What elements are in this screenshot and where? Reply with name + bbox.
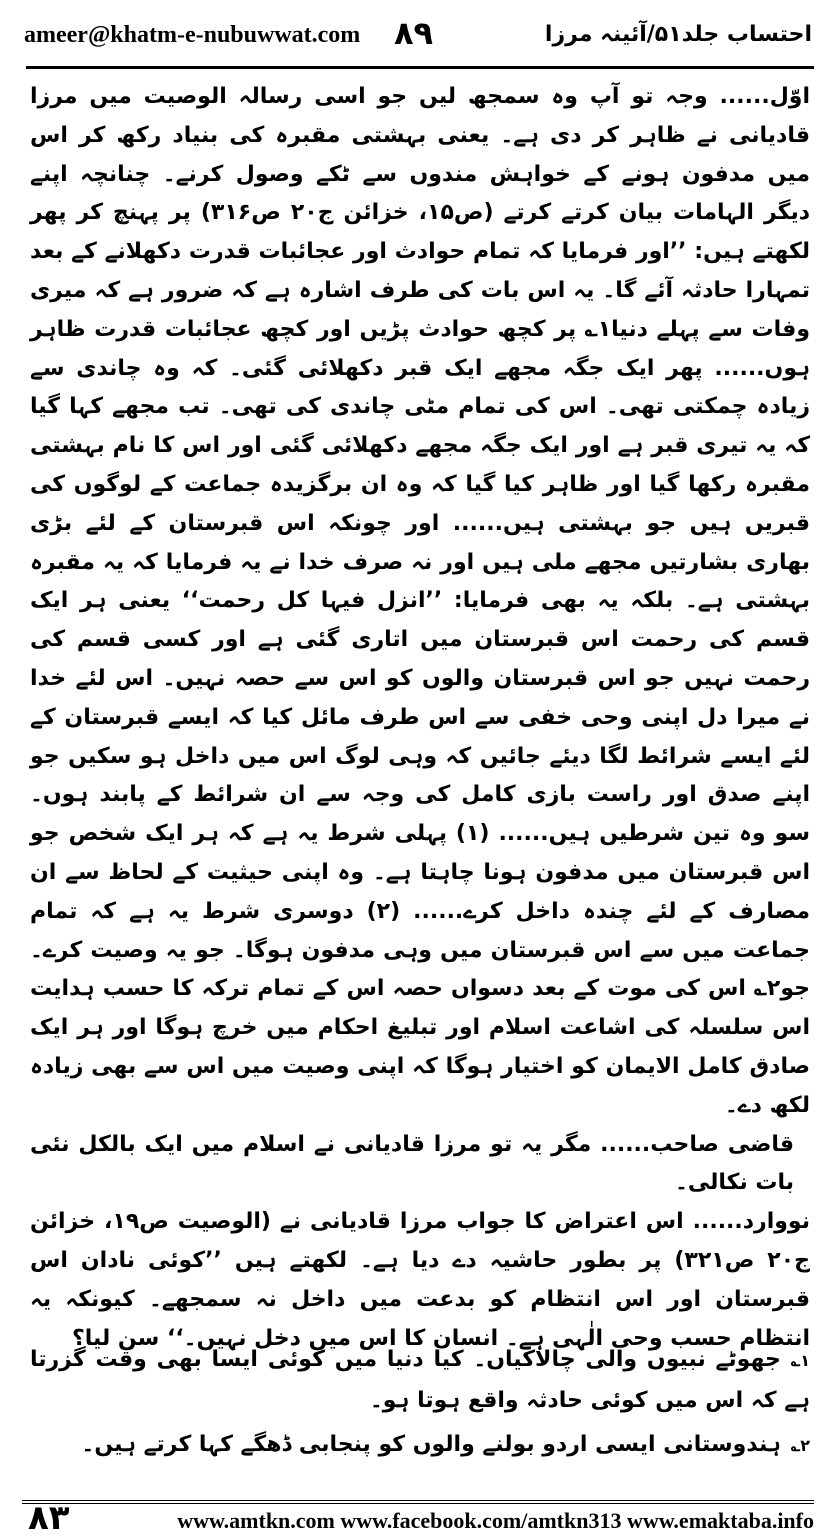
footnote-marker: ۲؎ [790,1436,810,1455]
paragraph: اوّل...... وجہ تو آپ وہ سمجھ لیں جو اسی رسالہ الوصیت میں مرزا قادیانی نے ظاہر کر دی ہے۔ یعنی بہشتی مقبرہ کی بنیاد رکھ کر اس میں مدفون ہونے کے خواہش مندوں سے ٹکے وصول کرنے۔ چنانچہ اپنے دیگر الہامات بیان کرتے کرتے (ص۱۵، خزائن ج۲۰ ص۳۱۶) پر پہنچ کر پھر لکھتے ہیں: ’’اور فرمایا کہ تمام حوادث اور عجائبات قدرت دکھلانے کے بعد تمہارا حادثہ آئے گا۔ یہ اس بات کی طرف اشارہ ہے کہ ضرور ہے کہ میری وفات سے پہلے دنیا۱؎ پر کچھ حوادث پڑیں اور کچھ عجائبات قدرت ظاہر ہوں...... پھر ایک جگہ مجھے ایک قبر دکھلائی گئی۔ کہ وہ چاندی سے زیادہ چمکتی تھی۔ اس کی تمام مٹی چاندی کی تھی۔ تب مجھے کہا گیا کہ یہ تیری قبر ہے اور ایک جگہ مجھے دکھلائی گئی اور اس کا نام بہشتی مقبرہ رکھا گیا اور ظاہر کیا گیا کہ وہ ان برگزیدہ جماعت کے لوگوں کی قبریں ہیں جو بہشتی ہیں...... اور چونکہ اس قبرستان کے لئے بڑی بھاری بشارتیں مجھے ملی ہیں اور نہ صرف خدا نے یہ فرمایا کہ یہ مقبرہ بہشتی ہے۔ بلکہ یہ بھی فرمایا: ’’انزل فیہا کل رحمت‘‘ یعنی ہر ایک قسم کی رحمت اس قبرستان میں اتاری گئی ہے اور کسی قسم کی رحمت نہیں جو اس قبرستان والوں کو اس سے حصہ نہیں۔ اس لئے خدا نے میرا دل اپنی وحی خفی سے اس طرف مائل کیا کہ ایسے قبرستان کے لئے ایسے شرائط لگا دیئے جائیں کہ وہی لوگ اس میں داخل ہو سکیں جو اپنے صدق اور راست بازی کامل کی وجہ سے ان شرائط کے پابند ہوں۔ سو وہ تین شرطیں ہیں...... (۱) پہلی شرط یہ ہے کہ ہر ایک شخص جو اس قبرستان میں مدفون ہونا چاہتا ہے۔ وہ اپنی حیثیت کے لحاظ سے ان مصارف کے لئے چندہ داخل کرے...... (۲) دوسری شرط یہ ہے کہ تمام جماعت میں سے اس قبرستان میں وہی مدفون ہوگا۔ جو یہ وصیت کرے۔ جو۲؎ اس کی موت کے بعد دسواں حصہ اس کے تمام ترکہ کا حسب ہدایت اس سلسلہ کی اشاعت اسلام اور تبلیغ احکام میں خرچ ہوگا اور ہر ایک صادق کامل الایمان کو اختیار ہوگا کہ اپنی وصیت میں اس سے بھی زیادہ لکھ دے۔ [30,84,811,1118]
footnote-text: ہندوستانی ایسی اردو بولنے والوں کو پنجابی ڈھگے کہا کرتے ہیں۔ [81,1432,781,1457]
paragraph: نووارد...... اس اعتراض کا جواب مرزا قادیانی نے (الوصیت ص۱۹، خزائن ج۲۰ ص۳۲۱) پر بطور حاشیہ دے دیا ہے۔ لکھتے ہیں ’’کوئی نادان اس قبرستان اور اس انتظام کو بدعت میں داخل نہ سمجھے۔ کیونکہ یہ انتظام حسب وحی الٰہی ہے۔ انسان کا اس میں دخل نہیں۔‘‘ سن لیا؟ [30,1209,810,1351]
page-header [24,14,812,64]
footnotes [30,1340,810,1470]
header-divider [26,66,814,69]
header-email: ameer@khatm-e-nubuwwat.com [24,22,361,48]
footnote-marker: ۱؎ [790,1351,810,1370]
footnote-text: جھوٹے نبیوں والی چالاکیاں۔ کیا دنیا میں کوئی ایسا بھی وقت گزرتا ہے کہ اس میں کوئی حادثہ واقع ہوتا ہو۔ [30,1347,810,1413]
header-page-number: ۸۹ [394,14,434,52]
footnote [30,1425,810,1466]
paragraph: قاضی صاحب...... مگر یہ تو مرزا قادیانی نے اسلام میں ایک بالکل نئی بات نکالی۔ [30,1131,794,1196]
body-text [30,78,810,1358]
page-footer [22,1498,814,1538]
footer-links: www.amtkn.com www.facebook.com/amtkn313 www.emaktaba.info [177,1508,814,1533]
footnote [30,1340,810,1421]
header-title: احتساب جلد۵۱/آئینہ مرزا [544,22,812,47]
footer-page-number: ۸۳ [28,1498,70,1538]
